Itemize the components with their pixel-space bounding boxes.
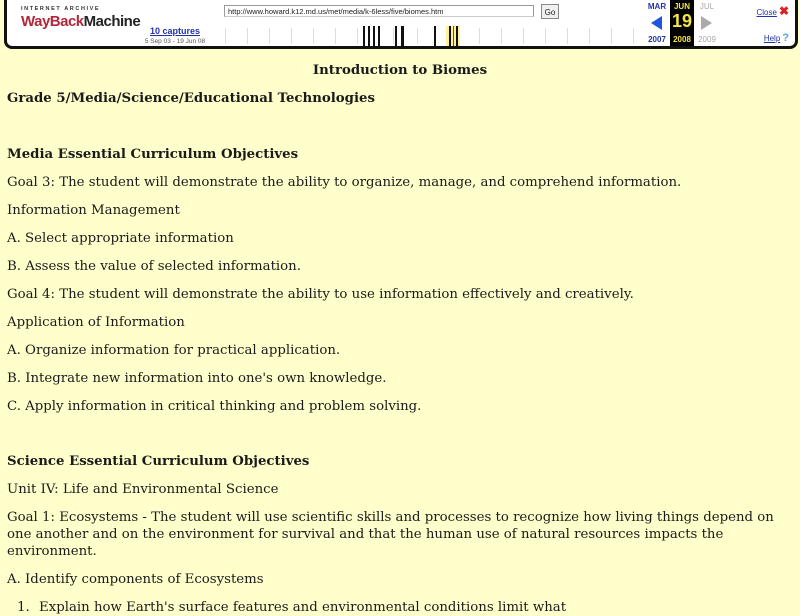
media-info-management: Information Management: [7, 203, 180, 218]
document-body: [7, 62, 793, 616]
media-item-b: B. Assess the value of selected information.: [7, 259, 301, 274]
capture-bar[interactable]: [363, 26, 365, 46]
next-year: 2009: [698, 35, 716, 44]
science-list: [7, 599, 793, 616]
right-arrow-icon: [701, 16, 712, 30]
media-goal-3: Goal 3: The student will demonstrate the ability to organize, manage, and comprehend information.: [7, 175, 682, 190]
capture-bar[interactable]: [378, 26, 380, 46]
capture-bar[interactable]: [434, 26, 436, 46]
captures-range: 5 Sep 03 - 19 Jun 08: [144, 38, 206, 45]
media-item-a: A. Select appropriate information: [7, 231, 234, 246]
page-subtitle: Grade 5/Media/Science/Educational Technologies: [7, 91, 375, 106]
wayback-toolbar: [4, 0, 798, 49]
media-item-c2: C. Apply information in critical thinking and problem solving.: [7, 399, 422, 414]
go-button[interactable]: Go: [541, 4, 559, 19]
science-item-a: A. Identify components of Ecosystems: [7, 572, 264, 587]
capture-bar[interactable]: [395, 26, 397, 46]
current-day: 19: [671, 11, 693, 31]
media-heading: Media Essential Curriculum Objectives: [7, 147, 299, 162]
help-question-icon[interactable]: ?: [782, 32, 789, 44]
capture-bar[interactable]: [449, 26, 451, 46]
prev-month-link[interactable]: MAR: [647, 2, 667, 11]
media-application: Application of Information: [7, 315, 185, 330]
logo-wayback-machine: WayBackMachine: [21, 13, 141, 30]
wayback-logo[interactable]: [21, 6, 141, 40]
left-arrow-icon[interactable]: [651, 16, 662, 30]
help-toolbar[interactable]: [764, 32, 789, 44]
science-heading: Science Essential Curriculum Objectives: [7, 454, 310, 469]
page-title: Introduction to Biomes: [312, 63, 488, 78]
media-item-b2: B. Integrate new information into one's own knowledge.: [7, 371, 387, 386]
capture-bar[interactable]: [373, 26, 375, 46]
close-link[interactable]: Close: [756, 8, 777, 17]
list-item: 1. Explain how Earth's surface features and environmental conditions limit what: [34, 599, 793, 616]
current-month: JUN: [673, 2, 690, 11]
date-navigator: [643, 0, 723, 46]
close-x-icon[interactable]: ✖: [778, 4, 789, 18]
captures-info: [139, 26, 211, 45]
logo-internet-archive: INTERNET ARCHIVE: [21, 6, 101, 12]
science-goal-1: Goal 1: Ecosystems - The student will use scientific skills and processes to recognize how living things depend on one another and on the environment for survival and that the human use of natural resources impacts the environment.: [7, 510, 774, 559]
captures-link[interactable]: 10 captures: [149, 26, 201, 36]
media-item-a2: A. Organize information for practical application.: [7, 343, 341, 358]
help-link[interactable]: Help: [763, 34, 781, 43]
current-year: 2008: [673, 35, 691, 44]
media-goal-4: Goal 4: The student will demonstrate the ability to use information effectively and creatively.: [7, 287, 634, 302]
capture-timeline[interactable]: [217, 26, 637, 46]
capture-bar[interactable]: [368, 26, 370, 46]
current-capture-bar[interactable]: [456, 26, 458, 46]
close-toolbar[interactable]: [756, 4, 789, 18]
prev-year-link[interactable]: 2007: [648, 35, 666, 44]
url-input[interactable]: http://www.howard.k12.md.us/met/media/k-6less/five/biomes.htm: [224, 5, 534, 17]
next-month: JUL: [699, 2, 715, 11]
science-unit: Unit IV: Life and Environmental Science: [7, 482, 279, 497]
capture-bar[interactable]: [401, 26, 404, 46]
